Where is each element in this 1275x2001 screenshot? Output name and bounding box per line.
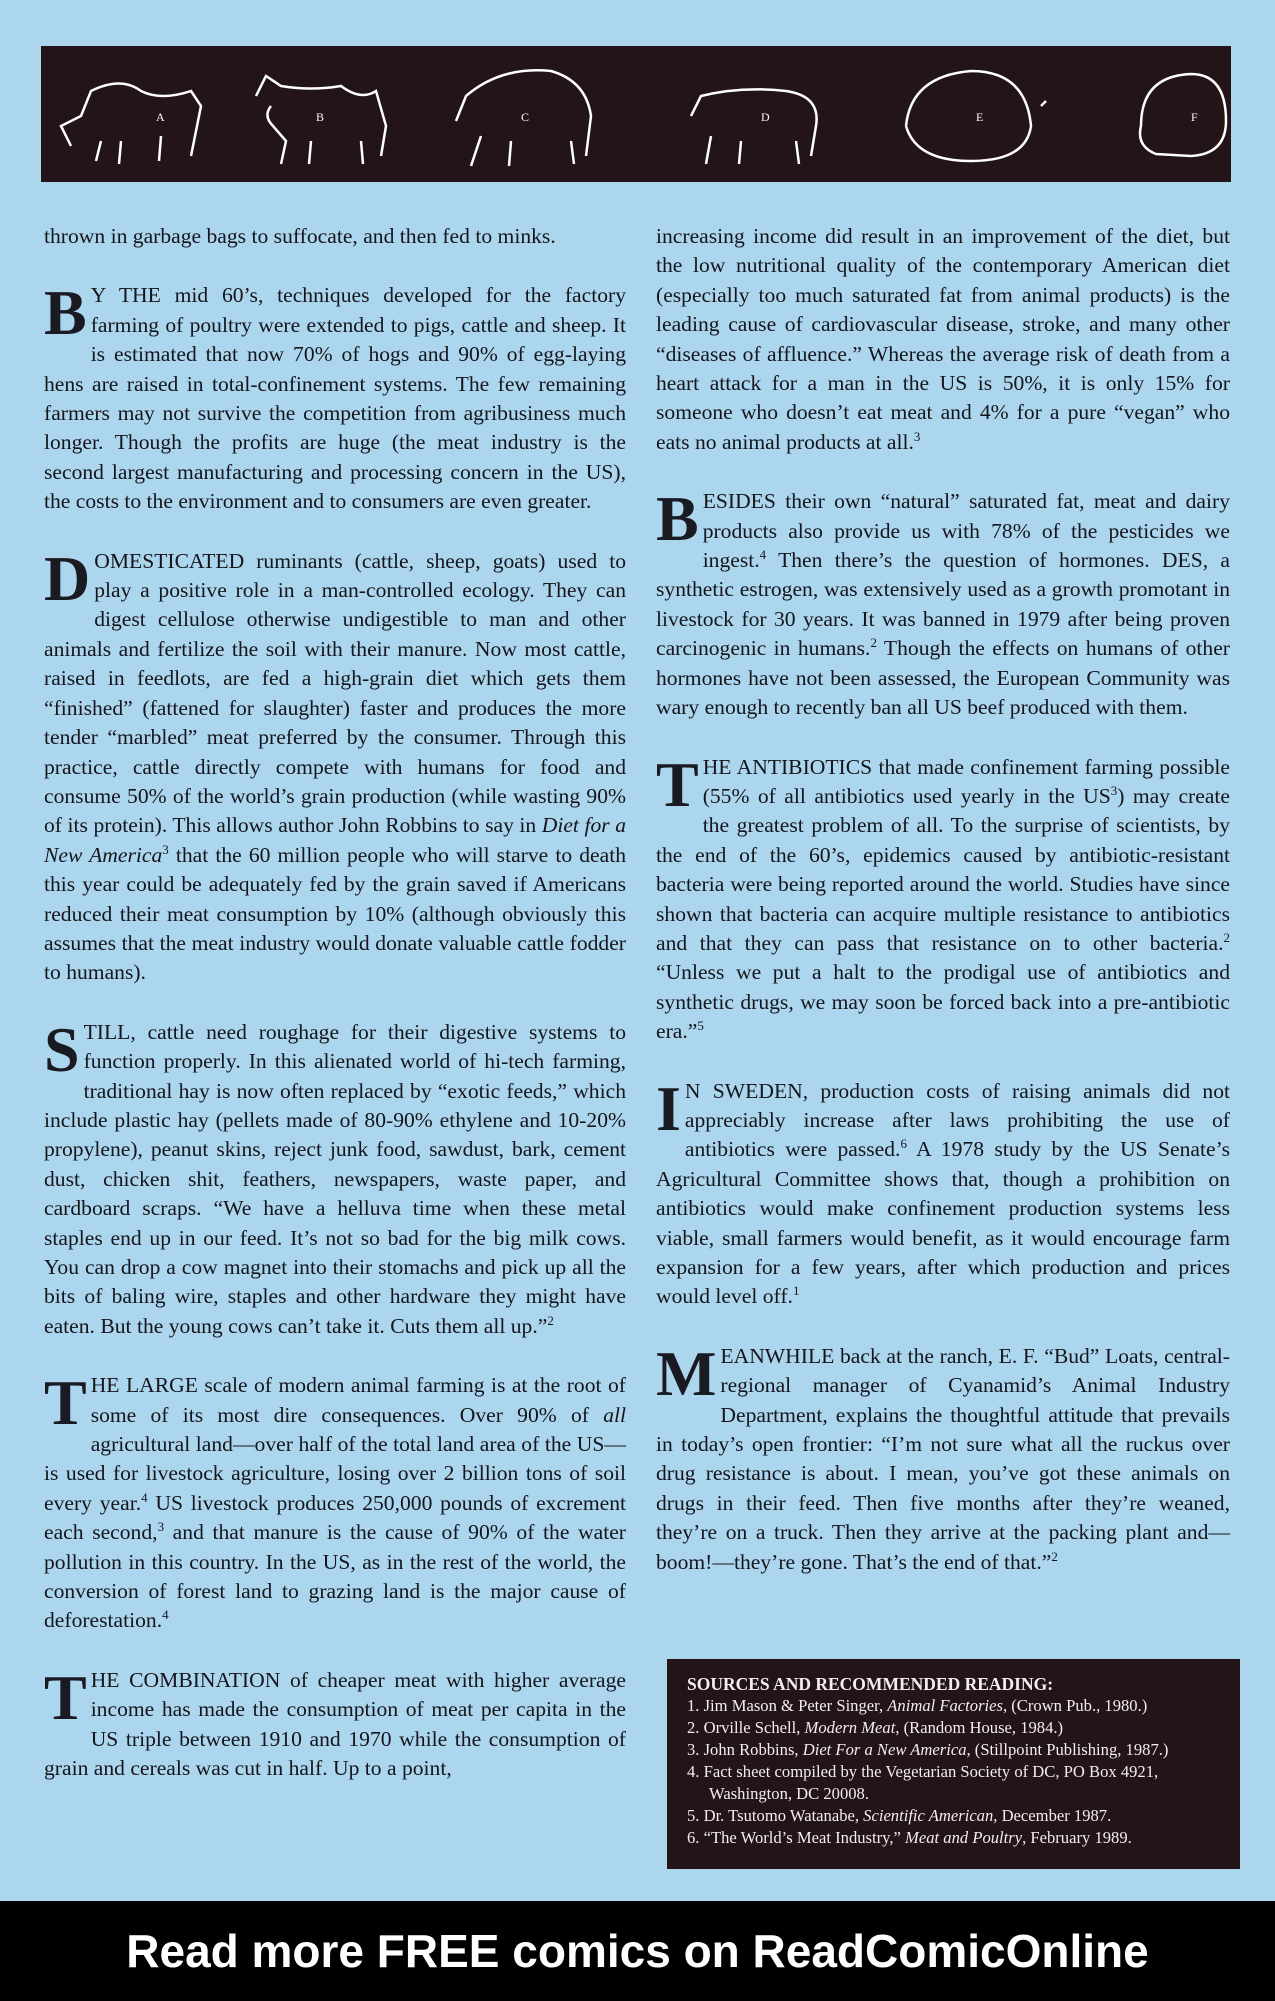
text-run: , (Crown Pub., 1980.): [1002, 1696, 1148, 1715]
italic-text: Diet for a New America: [44, 813, 626, 867]
text-run: increasing income did result in an improvement of the diet, but the low nutritional quality of the contemporary American diet (especially too much saturated fat from animal products) is the leading cause of cardiovascular disease, stroke, and many other “diseases of affluence.” Whereas the average risk of death from a heart attack for a man in the US is 50%, it is only 15% for someone who doesn’t eat meat and 4% for a pure “vegan” who eats no animal products at all.: [656, 224, 1230, 454]
footnote-ref: 3: [162, 841, 169, 857]
source-item: [687, 1761, 1220, 1783]
italic-text: all: [603, 1402, 626, 1427]
text-run: OMESTICATED ruminants (cattle, sheep, goats) used to play a positive role in a man-controlled ecology. They can digest cellulose otherwise undigestible to man and other animals and fertilize the soil with their manure. Now most cattle, raised in feedlots, are fed a high-grain diet which gets them “finished” (fattened for slaughter) faster and produces the more tender “marbled” meat preferred by the consumer. Through this practice, cattle directly compete with humans for food and consume 50% of the world’s grain production (while wasting 90% of its protein). This allows author John Robbins to say in: [44, 548, 626, 838]
text-run: Y THE mid 60’s, techniques developed for the factory farming of poultry were extended to pigs, cattle and sheep. It is estimated that now 70% of hogs and 90% of egg-laying hens are raised in total-confinement systems. The few remaining farmers may not survive the competition from agribusiness much longer. Though the profits are huge (the meat industry is the second largest manufacturing and processing concern in the US), the costs to the environment and to consumers are even greater.: [44, 283, 626, 514]
drop-cap: B: [44, 277, 87, 349]
article-paragraph: [44, 1661, 626, 1784]
footnote-ref: 4: [141, 1489, 148, 1505]
text-run: , December 1987.: [993, 1806, 1112, 1825]
footnote-ref: 2: [1223, 929, 1230, 945]
text-run: “Unless we put a halt to the prodigal use of antibiotics and synthetic drugs, we may soon be forced back into a pre-antibiotic era.”: [656, 960, 1230, 1044]
footnote-ref: 3: [913, 428, 921, 444]
footnote-ref: 2: [547, 1312, 554, 1328]
source-item: [687, 1695, 1220, 1717]
drop-cap: B: [656, 483, 699, 555]
source-item: [687, 1827, 1220, 1849]
text-run: 1. Jim Mason & Peter Singer,: [687, 1696, 888, 1715]
pig-label: D: [761, 110, 770, 124]
pig-evolution-illustration: [41, 46, 1231, 182]
sources-list: [687, 1695, 1220, 1849]
drop-cap: T: [44, 1661, 87, 1733]
pig-outline-icon: [691, 89, 817, 164]
italic-text: Meat and Poultry: [905, 1828, 1023, 1847]
drop-cap: I: [656, 1072, 681, 1144]
text-run: Though the effects on humans of other hormones have not been assessed, the European Community was wary enough to recently ban all US beef produced with them.: [656, 636, 1231, 720]
footnote-ref: 2: [1051, 1548, 1058, 1564]
footnote-ref: 3: [157, 1519, 165, 1535]
source-item: [687, 1783, 1220, 1805]
text-run: HE COMBINATION of cheaper meat with higher average income has made the consumption of meat per capita in the US triple between 1910 and 1970 while the consumption of grain and cereals was cut in half. Up to a point,: [44, 1667, 626, 1781]
italic-text: Diet For a New America: [802, 1740, 967, 1759]
article-paragraph: [656, 483, 1231, 722]
left-column: [44, 222, 626, 1814]
text-run: N SWEDEN, production costs of raising animals did not appreciably increase after laws prohibiting the use of antibiotics were passed.: [684, 1078, 1230, 1162]
right-column: [656, 222, 1230, 1607]
source-item: [687, 1717, 1220, 1739]
footnote-ref: 5: [697, 1017, 704, 1033]
text-run: that the 60 million people who will starve to death this year could be adequately fed by the grain saved if Americans reduced their meat consumption by 10% (although obviously this assumes that the meat industry would donate valuable cattle fodder to humans).: [44, 842, 626, 985]
article-paragraph: [44, 1013, 626, 1341]
text-run: 2. Orville Schell,: [687, 1718, 805, 1737]
text-run: Washington, DC 20008.: [709, 1784, 869, 1803]
pig-label: F: [1191, 110, 1198, 124]
text-run: US livestock produces 250,000 pounds of excrement each second,: [44, 1490, 626, 1545]
text-run: 3. John Robbins,: [687, 1740, 803, 1759]
text-run: Then there’s the question of hormones. DES, a synthetic estrogen, was extensively used as a growth promotant in livestock for 30 years. It was banned in 1979 after being proven carcinogenic in humans.: [656, 548, 1230, 661]
text-run: agricultural land—over half of the total land area of the US—is used for livestock agriculture, losing over 2 billion tons of soil every year.: [44, 1432, 626, 1515]
footnote-ref: 2: [870, 635, 877, 651]
sources-title: SOURCES AND RECOMMENDED READING:: [687, 1674, 1054, 1694]
pig-outline-icon: [61, 84, 201, 165]
pig-label: B: [316, 110, 325, 124]
sources-box: [667, 1659, 1240, 1869]
text-run: , (Stillpoint Publishing, 1987.): [966, 1740, 1169, 1759]
text-run: HE LARGE scale of modern animal farming is at the root of some of its most dire consequences. Over 90% of: [90, 1373, 626, 1427]
pig-label: C: [521, 110, 530, 124]
text-run: thrown in garbage bags to suffocate, and then fed to minks.: [44, 224, 556, 248]
article-paragraph: [44, 277, 626, 516]
text-run: ) may create the greatest problem of all. To the surprise of scientists, by the end of the 60’s, epidemics caused by antibiotic-resistant bacteria were being reported around the world. Studies have since shown that bacteria can acquire multiple resistance to antibiotics and that they can pass that resistance on to other bacteria.: [656, 783, 1230, 955]
drop-cap: S: [44, 1013, 80, 1085]
text-run: A 1978 study by the US Senate’s Agricultural Committee shows that, though a prohibition on antibiotics would make confinement production systems less viable, small farmers would benefit, as it would encourage farm expansion for a few years, after which production and prices would level off.: [656, 1137, 1230, 1309]
text-run: EANWHILE back at the ranch, E. F. “Bud” Loats, central-regional manager of Cyanamid’s Animal Industry Department, explains the thoughtful attitude that prevails in today’s open frontier: “I’m not sure what all the ruckus over drug resistance is about. I mean, you’ve got these animals on drugs in their feed. Then five months after they’re weaned, they’re on a truck. Then they arrive at the packing plant and—boom!—they’re gone. That’s the end of that.”: [656, 1343, 1230, 1574]
article-paragraph: [44, 542, 626, 988]
promo-footer-banner[interactable]: [0, 1901, 1275, 2001]
article-paragraph: [44, 1367, 627, 1636]
source-item: [687, 1739, 1220, 1761]
pig-label: E: [976, 110, 984, 124]
pig-label: A: [156, 110, 165, 124]
text-run: 5. Dr. Tsutomo Watanabe,: [687, 1806, 864, 1825]
text-run: and that manure is the cause of 90% of the water pollution in this country. In the US, as in the rest of the world, the conversion of forest land to grazing land is the major cause of deforestation.: [44, 1520, 627, 1633]
article-paragraph: [656, 1337, 1230, 1577]
pig-outline-icon: [1140, 74, 1226, 156]
italic-text: Animal Factories: [887, 1696, 1003, 1715]
article-paragraph: [44, 222, 626, 251]
source-item: [687, 1805, 1220, 1827]
text-run: ESIDES their own “natural” saturated fat, meat and dairy products also provide us with 78% of the pesticides we ingest.: [702, 489, 1230, 573]
italic-text: Scientific American: [863, 1806, 994, 1825]
drop-cap: T: [44, 1367, 87, 1439]
article-paragraph: [656, 748, 1230, 1047]
footnote-ref: 4: [162, 1607, 169, 1623]
text-run: 4. Fact sheet compiled by the Vegetarian Society of DC, PO Box 4921,: [687, 1762, 1159, 1781]
footnote-ref: 1: [792, 1283, 800, 1299]
drop-cap: D: [44, 542, 91, 614]
article-paragraph: [656, 1072, 1230, 1312]
promo-footer-text: Read more FREE comics on ReadComicOnline: [126, 1925, 1149, 1977]
text-run: TILL, cattle need roughage for their digestive systems to function properly. In this alienated world of hi-tech farming, traditional hay is now often replaced by “exotic feeds,” which include plastic hay (pellets made of 80-90% ethylene and 10-20% propylene), peanut skins, reject junk food, sawdust, bark, cement dust, chicken shit, feathers, newspapers, waste paper, and cardboard scraps. “We have a helluva time when these metal staples end up in our feed. It’s not so bad for the big milk cows. You can drop a cow magnet into their stomachs and pick up all the bits of baling wire, staples and other hardware they might have eaten. But the young cows can’t take it. Cuts them all up.”: [44, 1019, 626, 1338]
text-run: 6. “The World’s Meat Industry,”: [687, 1828, 906, 1847]
drop-cap: M: [656, 1337, 717, 1409]
footnote-ref: 4: [759, 546, 767, 562]
drop-cap: T: [656, 748, 699, 820]
article-paragraph: [656, 222, 1230, 457]
text-run: , (Random House, 1984.): [895, 1718, 1064, 1737]
italic-text: Modern Meat: [804, 1718, 896, 1737]
footnote-ref: 3: [1110, 782, 1118, 798]
text-run: , February 1989.: [1022, 1828, 1132, 1847]
text-run: HE ANTIBIOTICS that made confinement farming possible (55% of all antibiotics used yearly in the US: [702, 754, 1230, 808]
footnote-ref: 6: [900, 1136, 907, 1152]
pig-drawings: [41, 46, 1231, 182]
